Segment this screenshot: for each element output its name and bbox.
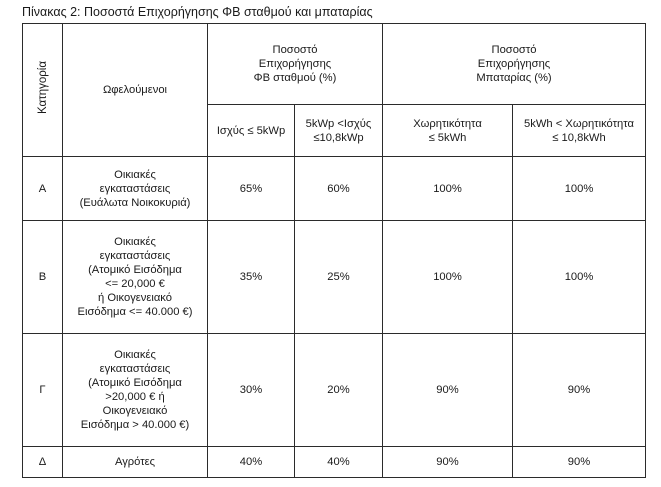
row-pv-low: 65% <box>208 157 295 221</box>
row-category: Α <box>23 157 63 221</box>
row-pv-low: 40% <box>208 447 295 478</box>
header-battery-group: Ποσοστό Επιχορήγησης Μπαταρίας (%) <box>383 24 646 105</box>
row-bat-low: 100% <box>383 157 513 221</box>
row-beneficiaries: Οικιακές εγκαταστάσεις (Ατομικό Εισόδημα >20,000 € ή Οικογενειακό Εισόδημα > 40.000 €) <box>63 334 208 447</box>
row-bat-high: 100% <box>513 157 646 221</box>
table-row-d <box>23 447 646 478</box>
table-caption: Πίνακας 2: Ποσοστά Επιχορήγησης ΦΒ σταθμού και μπαταρίας <box>22 5 373 19</box>
row-bat-low: 100% <box>383 221 513 334</box>
header-bat-high: 5kWh < Χωρητικότητα ≤ 10,8kWh <box>513 105 646 157</box>
header-pv-group: Ποσοστό Επιχορήγησης ΦΒ σταθμού (%) <box>208 24 383 105</box>
row-bat-high: 90% <box>513 447 646 478</box>
row-bat-low: 90% <box>383 447 513 478</box>
row-bat-low: 90% <box>383 334 513 447</box>
row-pv-low: 35% <box>208 221 295 334</box>
header-bat-low: Χωρητικότητα ≤ 5kWh <box>383 105 513 157</box>
row-pv-high: 40% <box>295 447 383 478</box>
row-category: Δ <box>23 447 63 478</box>
header-category <box>23 24 63 157</box>
row-beneficiaries: Αγρότες <box>63 447 208 478</box>
header-pv-low: Ισχύς ≤ 5kWp <box>208 105 295 157</box>
row-bat-high: 90% <box>513 334 646 447</box>
row-category: Γ <box>23 334 63 447</box>
subsidy-table <box>22 23 646 478</box>
table-row-c <box>23 334 646 447</box>
table-row-a <box>23 157 646 221</box>
row-pv-high: 20% <box>295 334 383 447</box>
row-pv-low: 30% <box>208 334 295 447</box>
header-beneficiaries: Ωφελούμενοι <box>63 24 208 157</box>
row-pv-high: 25% <box>295 221 383 334</box>
header-pv-high: 5kWp <Ισχύς ≤10,8kWp <box>295 105 383 157</box>
row-beneficiaries: Οικιακές εγκαταστάσεις (Ευάλωτα Νοικοκυριά) <box>63 157 208 221</box>
row-beneficiaries: Οικιακές εγκαταστάσεις (Ατομικό Εισόδημα <= 20,000 € ή Οικογενειακό Εισόδημα <= 40.000 €) <box>63 221 208 334</box>
row-category: Β <box>23 221 63 334</box>
header-category-label: Κατηγορία <box>36 61 49 115</box>
row-pv-high: 60% <box>295 157 383 221</box>
table-row-b <box>23 221 646 334</box>
row-bat-high: 100% <box>513 221 646 334</box>
